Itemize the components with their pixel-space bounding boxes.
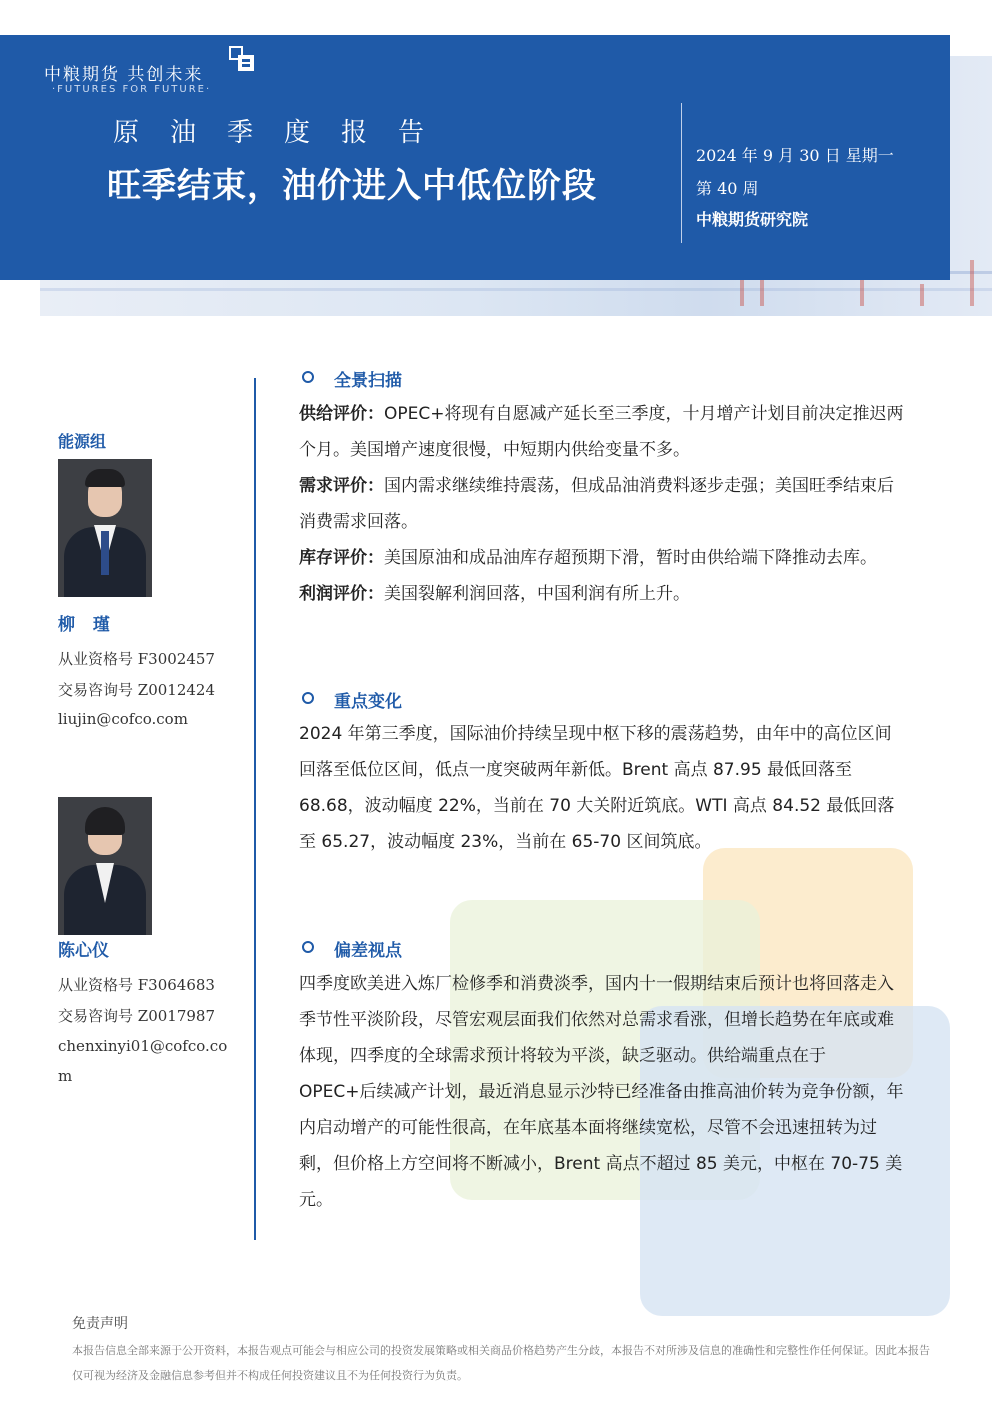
company-logo-text: 中粮期货 共创未来 [44,65,204,85]
analyst-name: 柳 瑾 [58,615,116,635]
research-institute: 中粮期货研究院 [696,210,809,229]
profit-label: 利润评价： [299,584,384,604]
section-title-overview: 全景扫描 [334,371,402,391]
header-divider [681,103,682,243]
analyst-email[interactable]: liujin@cofco.com [58,710,188,728]
supply-text: OPEC+将现有自愿减产延长至三季度，十月增产计划目前决定推迟两个月。美国增产速度很慢，中短期内供给变量不多。 [299,404,904,460]
analyst-name: 陈心仪 [58,941,109,961]
sidebar-divider [254,378,256,1240]
changes-text: 2024 年第三季度，国际油价持续呈现中枢下移的震荡趋势，由年中的高位区间回落至低位区间，低点一度突破两年新低。Brent 高点 87.95 最低回落至 68.68，波动幅度 22%，当前在 70 大关附近筑底。WTI 高点 84.52 最低回落至 65.27，波动幅度 23%，当前在 65-70 区间筑底。 [299,724,895,852]
report-title: 旺季结束，油价进入中低位阶段 [107,166,597,206]
section-bullet-icon [302,692,314,704]
analyst-qualification: 从业资格号 F3002457 [58,650,215,668]
section-bullet-icon [302,371,314,383]
report-week: 第 40 周 [696,179,759,198]
analyst-consulting-id: 交易咨询号 Z0012424 [58,681,215,699]
analyst-qualification: 从业资格号 F3064683 [58,976,215,994]
analyst-consulting-id: 交易咨询号 Z0017987 [58,1007,215,1025]
demand-text: 国内需求继续维持震荡，但成品油消费料逐步走强；美国旺季结束后消费需求回落。 [299,476,894,532]
company-logo-icon [229,46,255,72]
disclaimer-text: 本报告信息全部来源于公开资料，本报告观点可能会与相应公司的投资发展策略或相关商品价格趋势产生分歧，本报告不对所涉及信息的准确性和完整性作任何保证。因此本报告仅可视为经济及金融信息参考但并不构成任何投资建议且不为任何投资行为负责。 [72,1344,930,1382]
report-type: 原油季度报告 [113,118,456,148]
inventory-label: 库存评价： [299,548,384,568]
overview-text [299,396,905,612]
company-logo-subtext: ·FUTURES FOR FUTURE· [52,84,212,95]
analyst-group: 能源组 [58,432,107,451]
demand-evaluation [299,468,905,540]
analyst-email-wrap[interactable]: m [58,1067,73,1085]
profit-text: 美国裂解利润回落，中国利润有所上升。 [384,584,690,604]
supply-label: 供给评价： [299,404,384,424]
demand-label: 需求评价： [299,476,384,496]
analyst-photo [58,459,152,597]
disclaimer-title: 免责声明 [72,1316,128,1332]
view-text: 四季度欧美进入炼厂检修季和消费淡季，国内十一假期结束后预计也将回落走入季节性平淡阶段，尽管宏观层面我们依然对总需求看涨，但增长趋势在年底或难体现，四季度的全球需求预计将较为平淡，缺乏驱动。供给端重点在于 OPEC+后续减产计划，最近消息显示沙特已经准备由推高油价转为竞争份额，年内启动增产的可能性很高，在年底基本面将继续宽松，尽管不会迅速扭转为过剩，但价格上方空间将不断减小，Brent 高点不超过 85 美元，中枢在 70-75 美元。 [299,974,904,1210]
profit-evaluation [299,576,905,612]
section-bullet-icon [302,941,314,953]
analyst-email[interactable]: chenxinyi01@cofco.co [58,1037,228,1055]
section-title-view: 偏差视点 [334,941,402,961]
supply-evaluation [299,396,905,468]
analyst-photo [58,797,152,935]
inventory-text: 美国原油和成品油库存超预期下滑，暂时由供给端下降推动去库。 [384,548,877,568]
section-title-changes: 重点变化 [334,692,402,712]
inventory-evaluation [299,540,905,576]
report-date: 2024 年 9 月 30 日 星期一 [696,146,894,165]
